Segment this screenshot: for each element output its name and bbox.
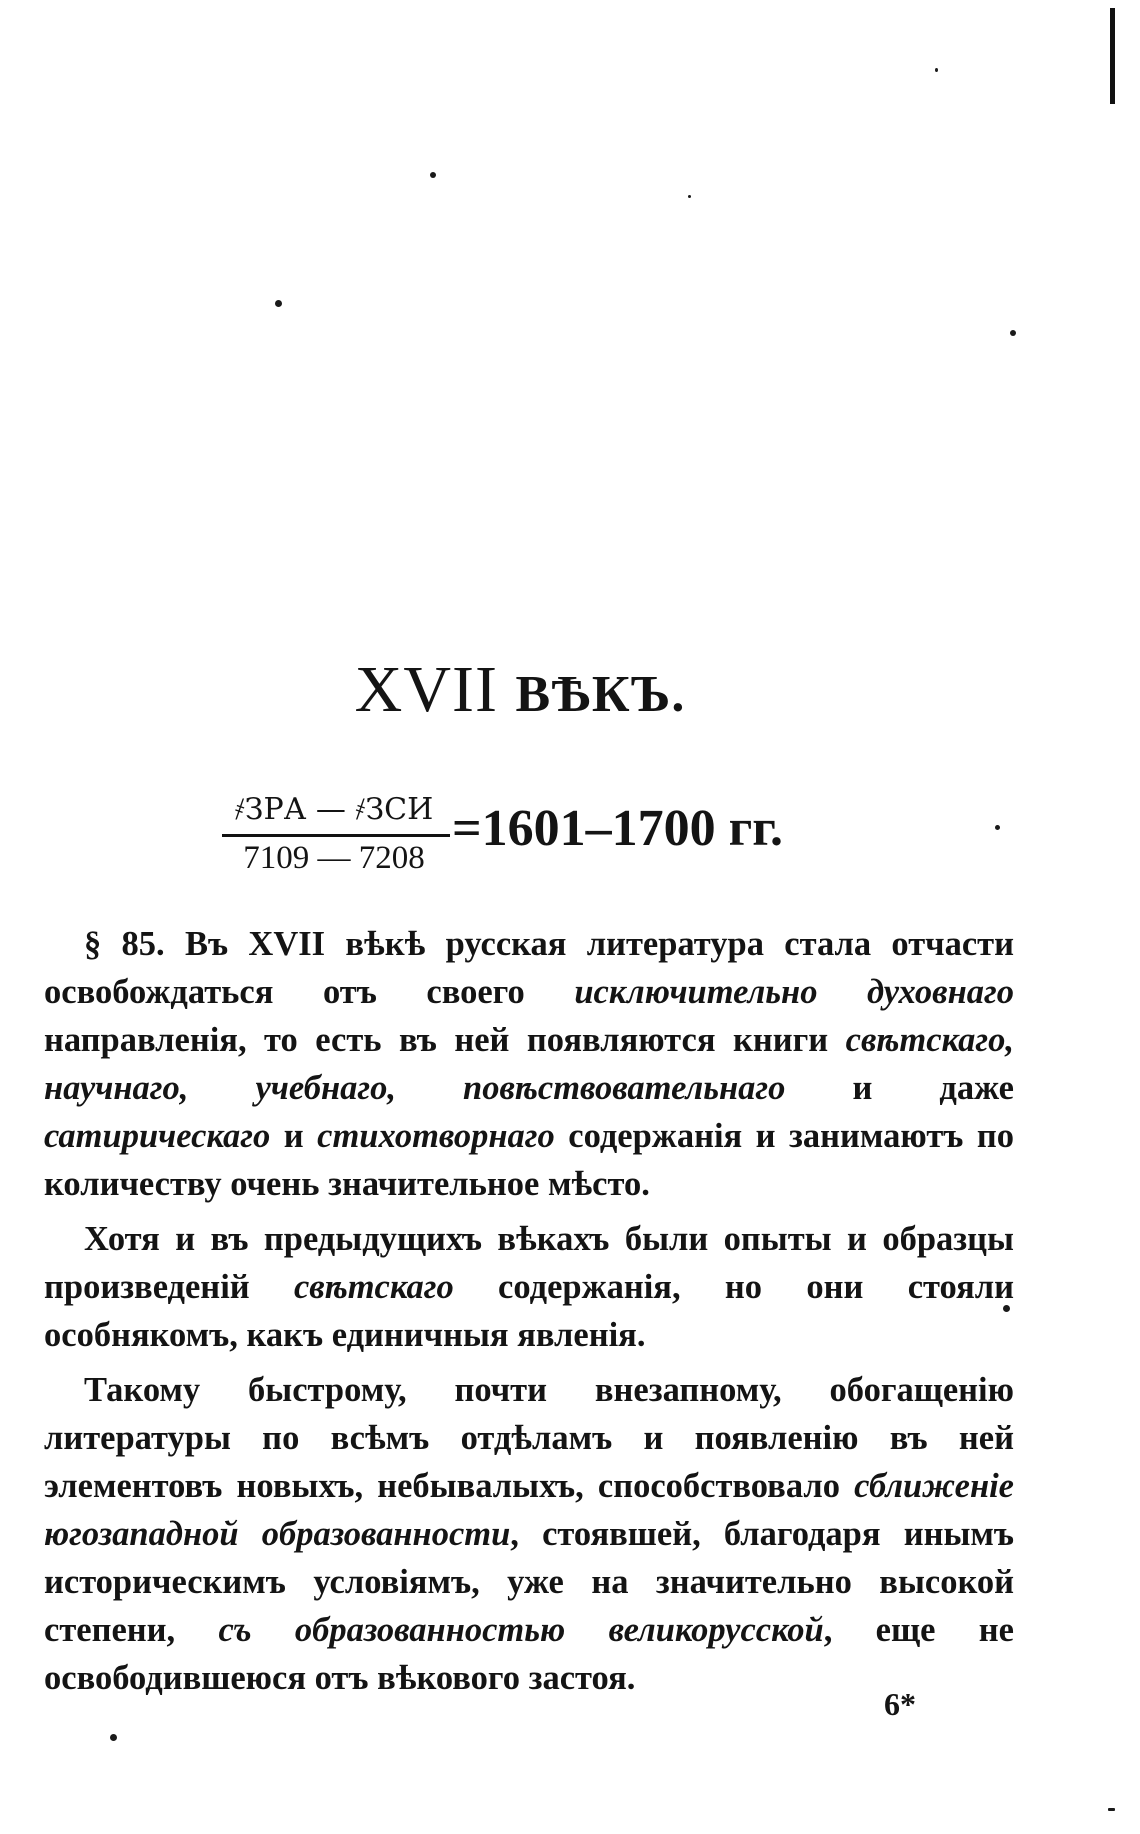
text-run: Такому быстрому, почти внезапному, обогащенію литературы по всѣмъ отдѣламъ и появленію въ ней элементовъ новыхъ, небывалыхъ, способствовало (44, 1371, 1014, 1505)
text-run: содержанія и занимаютъ по количеству очень значительное мѣсто. (44, 1117, 1014, 1203)
text-run: , стоявшей, благодаря инымъ историческимъ условіямъ, уже на значительно высокой степени, (44, 1515, 1015, 1649)
text-run: § 85. Въ XVII вѣкѣ русская литература стала отчасти освобождаться отъ своего (44, 925, 1014, 1011)
text-run: и (270, 1117, 318, 1155)
italic-run: исключительно духовнаго (574, 973, 1014, 1011)
italic-run: стихотворнаго (317, 1117, 555, 1155)
ink-speck (110, 1734, 117, 1741)
ink-speck (430, 172, 436, 178)
italic-run: сатирическаго (44, 1117, 271, 1155)
text-run: , еще не освободившеюся отъ вѣкового застоя. (44, 1611, 1014, 1697)
paragraph-2 (44, 1215, 1014, 1359)
chapter-heading (0, 652, 1040, 728)
ink-speck (275, 300, 282, 307)
italic-run: свѣтскаго, научнаго, учебнаго, повѣствовательнаго (44, 1021, 1014, 1107)
body-text (44, 920, 1014, 1709)
text-run: и даже (785, 1069, 1014, 1107)
text-run: направленія, то есть въ ней появляются книги (44, 1021, 846, 1059)
paragraph-3 (44, 1366, 1014, 1702)
italic-run: съ образованностью великорусской (218, 1611, 824, 1649)
ink-speck (935, 68, 938, 72)
gregorian-years: =1601–1700 гг. (452, 800, 783, 857)
ink-speck (1010, 330, 1016, 336)
heading-word: ВѢКЪ. (515, 666, 686, 723)
heading-century: XVII (354, 653, 498, 726)
ink-speck (688, 195, 691, 198)
fraction-bar (222, 834, 450, 837)
page-number: 6* (884, 1686, 916, 1722)
text-run: Хотя и въ предыдущихъ вѣкахъ были опыты и образцы произведеній (44, 1220, 1014, 1306)
page-edge-mark (1110, 8, 1115, 104)
ink-speck (1108, 1808, 1115, 1811)
ink-speck (995, 825, 1000, 830)
paragraph-85 (44, 920, 1014, 1208)
world-era-years: 7109 — 7208 (243, 840, 425, 876)
italic-run: свѣтскаго (293, 1268, 454, 1306)
text-run: содержанія, но они стояли особнякомъ, какъ единичныя явленія. (44, 1268, 1014, 1354)
church-slavonic-years: ҂ЗРА — ҂ЗСИ (234, 792, 434, 827)
italic-run: сближеніе югозападной образованности (44, 1467, 1014, 1553)
